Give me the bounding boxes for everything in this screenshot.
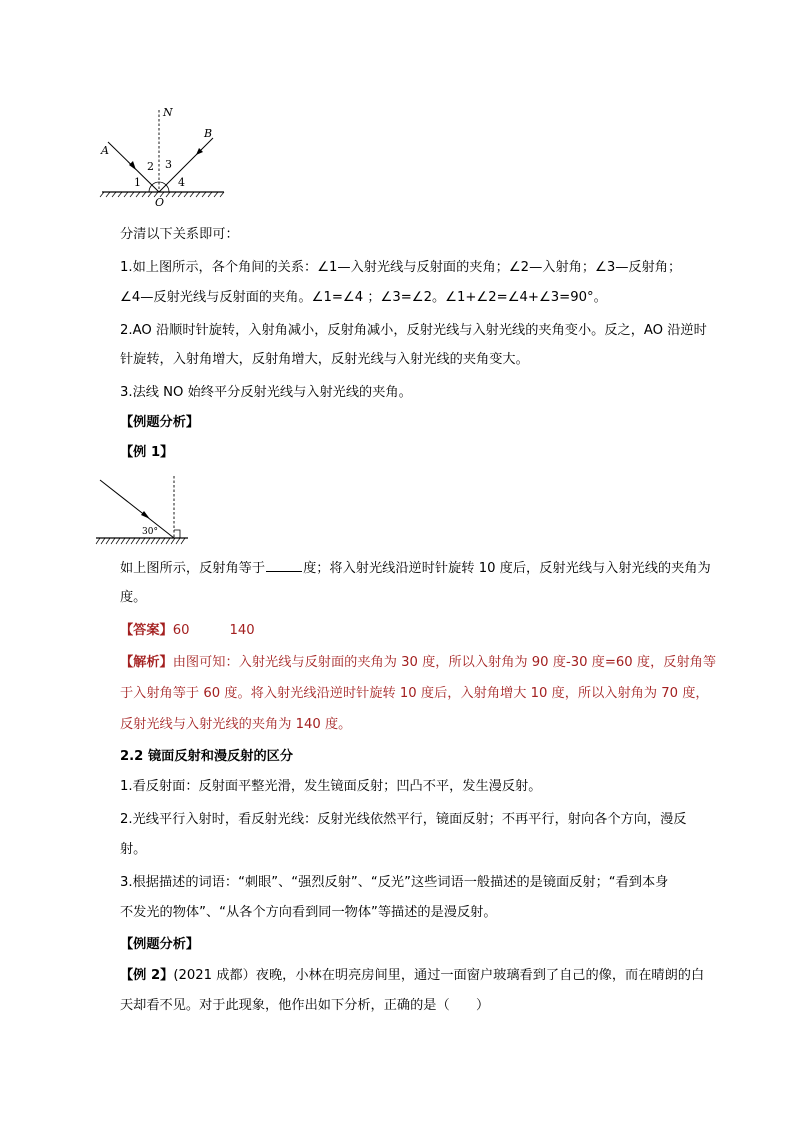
analysis-tag: 【解析】: [120, 655, 173, 670]
analysis-line-2: 于入射角等于 60 度。将入射光线沿逆时针旋转 10 度后，入射角增大 10 度，所以入射角为 70 度，: [120, 686, 709, 701]
angle-label: 30°: [142, 527, 158, 537]
example-2-label: 【例 2】: [120, 968, 174, 983]
answer-value-1: 60: [172, 623, 190, 638]
example-1-label: 【例 1】: [120, 445, 174, 460]
analysis-line-1: [120, 653, 716, 673]
section-2-2-point-1: 1.看反射面：反射面平整光滑，发生镜面反射；凹凸不平，发生漫反射。: [120, 779, 542, 794]
label-a: A: [101, 144, 109, 157]
question-1-text-b: 度；将入射光线沿逆时针旋转 10 度后，反射光线与入射光线的夹角为: [303, 561, 711, 576]
section-2-2-point-2-line-1: 2.光线平行入射时，看反射光线：反射光线依然平行，镜面反射；不再平行，射向各个方向，漫反: [120, 812, 687, 827]
label-o: O: [155, 196, 165, 208]
relation-3: 3.法线 NO 始终平分反射光线与入射光线的夹角。: [120, 385, 412, 400]
question-1-line-1: [120, 558, 711, 579]
question-1-text-a: 如上图所示，反射角等于: [120, 561, 266, 576]
example-1-diagram: [94, 472, 190, 550]
section-example-heading: 【例题分析】: [120, 415, 200, 430]
section-2-2-title: 2.2 镜面反射和漫反射的区分: [120, 749, 294, 764]
label-angle-1: 1: [134, 176, 141, 189]
relation-2-line-1: 2.AO 沿顺时针旋转，入射角减小，反射角减小，反射光线与入射光线的夹角变小。反之，AO 沿逆时: [120, 323, 707, 338]
example-2-line-1: [120, 966, 704, 986]
label-b: B: [204, 127, 213, 140]
relation-1-line-2: ∠4—反射光线与反射面的夹角。∠1=∠4 ；∠3=∠2。∠1+∠2=∠4+∠3=90°。: [120, 290, 607, 305]
label-angle-3: 3: [165, 158, 172, 171]
section-2-2-point-2-line-2: 射。: [120, 842, 147, 857]
example-2-text-1: (2021 成都）夜晚，小林在明亮房间里，通过一面窗户玻璃看到了自己的像，而在晴朗的白: [173, 968, 705, 983]
answer-value-2: 140: [229, 623, 255, 638]
section-2-2-point-3-line-2: 不发光的物体”、“从各个方向看到同一物体”等描述的是漫反射。: [120, 905, 497, 920]
label-angle-4: 4: [178, 176, 185, 189]
section-2-2-point-3-line-1: 3.根据描述的词语：“刺眼”、“强烈反射”、“反光”这些词语一般描述的是镜面反射；“看到本身: [120, 875, 669, 890]
incident-arrow: [129, 161, 136, 170]
question-1-line-2: 度。: [120, 590, 147, 605]
label-angle-2: 2: [147, 160, 154, 173]
mirror-hatching: [96, 538, 185, 544]
answer-blank-1: [266, 558, 302, 572]
incident-ray: [100, 480, 174, 538]
label-n: N: [163, 106, 173, 119]
answer-tag: 【答案】: [120, 623, 173, 638]
incident-arrow: [141, 511, 150, 519]
analysis-text-1: 由图可知：入射光线与反射面的夹角为 30 度，所以入射角为 90 度-30 度=60 度，反射角等: [172, 655, 717, 670]
analysis-line-3: 反射光线与入射光线的夹角为 140 度。: [120, 717, 352, 732]
answer-line: [120, 621, 255, 641]
relation-1-line-1: 1.如上图所示，各个角间的关系：∠1—入射光线与反射面的夹角；∠2—入射角；∠3—反射角；: [120, 260, 682, 275]
reflection-diagram: [96, 104, 236, 208]
relation-2-line-2: 针旋转，入射角增大，反射角增大，反射光线与入射光线的夹角变大。: [120, 352, 529, 367]
intro-text: 分清以下关系即可：: [120, 227, 239, 242]
section-example-2-heading: 【例题分析】: [120, 937, 200, 952]
example-2-line-2: 天却看不见。对于此现象，他作出如下分析，正确的是（ ）: [120, 998, 490, 1013]
right-angle-mark: [174, 530, 180, 538]
